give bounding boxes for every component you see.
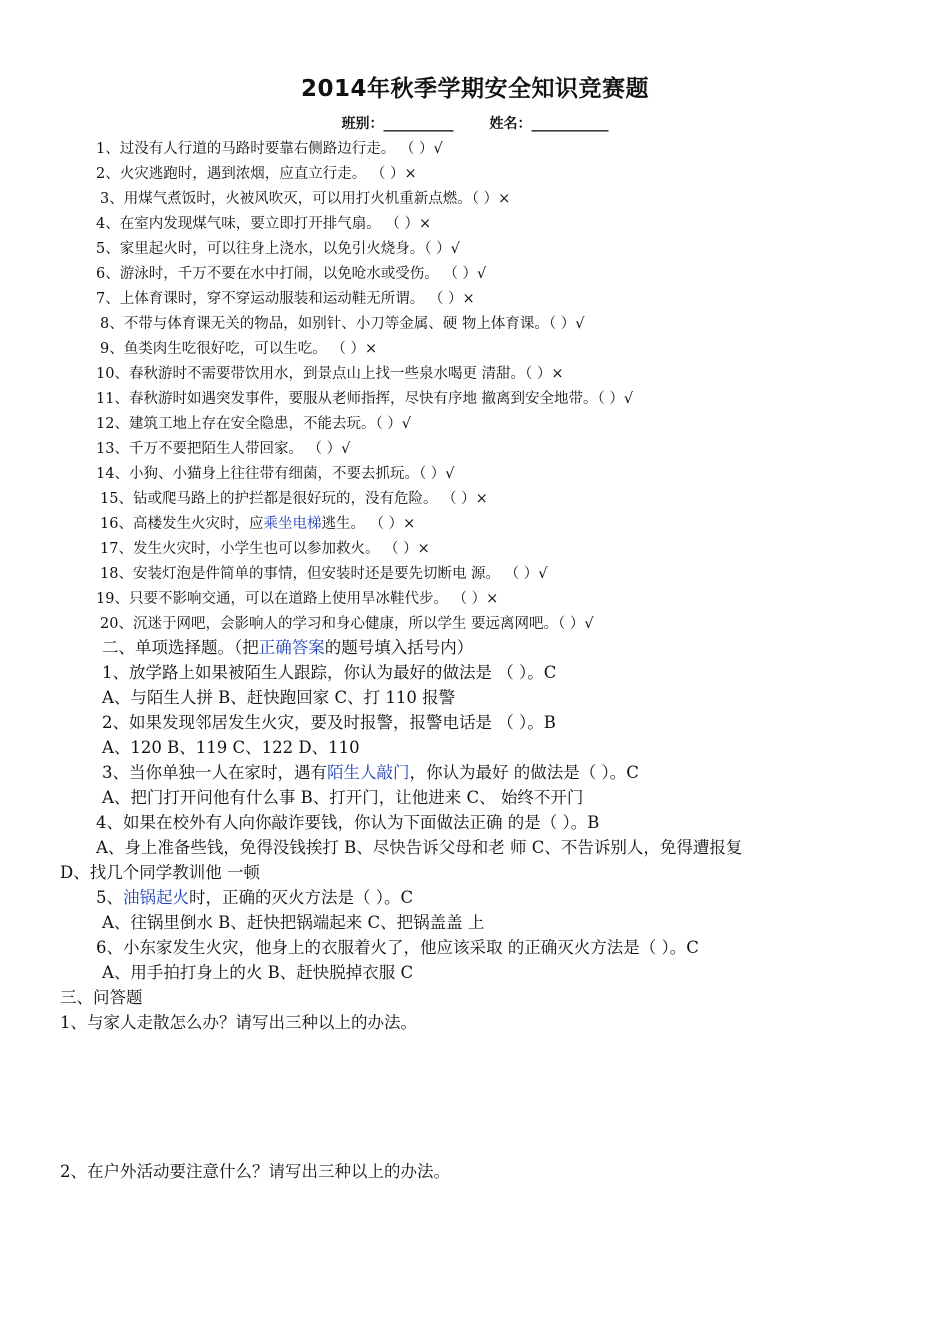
tf-question-13: 13、千万不要把陌生人带回家。 （ ）√: [96, 441, 351, 457]
tf-question-5: 5、家里起火时，可以往身上浇水，以免引火烧身。（ ）√: [96, 241, 460, 257]
mc-question-1: 1、放学路上如果被陌生人跟踪，你认为最好的做法是 （ ）。C: [102, 663, 557, 682]
tf-question-6: 6、游泳时，千万不要在水中打闹，以免呛水或受伤。 （ ）√: [96, 266, 487, 282]
tf-question-2: 2、火灾逃跑时，遇到浓烟，应直立行走。 （ ）×: [96, 166, 417, 182]
mc-options-4-cont: D、找几个同学教训他 一顿: [60, 863, 260, 882]
tf-question-8: 8、不带与体育课无关的物品，如别针、小刀等金属、硬 物上体育课。（ ）√: [100, 316, 585, 332]
mc-question-5-post: 时，正确的灭火方法是（ ）。C: [189, 888, 414, 907]
mc-question-2: 2、如果发现邻居发生火灾，要及时报警，报警电话是 （ ）。B: [102, 713, 556, 732]
mc-question-5: [96, 887, 413, 909]
name-blank: ___________: [531, 116, 609, 132]
section-3-heading: 三、问答题: [60, 988, 143, 1007]
tf-question-16-post: 逃生。 （ ）×: [321, 516, 416, 532]
class-blank: __________: [383, 116, 454, 132]
tf-question-12: 12、建筑工地上存在安全隐患，不能去玩。（ ）√: [96, 416, 412, 432]
mc-question-3-post: ，你认为最好 的做法是（ ）。C: [409, 763, 639, 782]
tf-question-14: 14、小狗、小猫身上往往带有细菌，不要去抓玩。（ ）√: [96, 466, 455, 482]
mc-question-6: 6、小东家发生火灾，他身上的衣服着火了，他应该采取 的正确灭火方法是（ ）。C: [96, 938, 699, 957]
mc-question-4: 4、如果在校外有人向你敲诈要钱，你认为下面做法正确 的是（ ）。B: [96, 813, 600, 832]
tf-question-16: [100, 514, 415, 534]
qa-question-2: 2、在户外活动要注意什么？请写出三种以上的办法。: [60, 1162, 450, 1181]
section-2-post: 的题号填入括号内）: [324, 638, 474, 657]
tf-question-19: 19、只要不影响交通，可以在道路上使用旱冰鞋代步。 （ ）×: [96, 591, 499, 607]
name-label: 姓名：: [489, 116, 532, 132]
mc-question-5-pre: 5、: [96, 888, 123, 907]
tf-question-16-link[interactable]: 乘坐电梯: [263, 516, 322, 532]
mc-options-3: A、把门打开问他有什么事 B、打开门，让他进来 C、 始终不开门: [102, 788, 584, 807]
qa-question-1: 1、与家人走散怎么办？请写出三种以上的办法。: [60, 1013, 417, 1032]
tf-question-17: 17、发生火灾时，小学生也可以参加救火。 （ ）×: [100, 541, 430, 557]
tf-question-15: 15、钻或爬马路上的护拦都是很好玩的，没有危险。 （ ）×: [100, 491, 488, 507]
section-2-link[interactable]: 正确答案: [258, 638, 325, 657]
mc-options-6: A、用手拍打身上的火 B、赶快脱掉衣服 C: [102, 963, 414, 982]
tf-question-3: 3、用煤气煮饭时，火被风吹灭，可以用打火机重新点燃。（ ）×: [100, 191, 511, 207]
tf-question-18: 18、安装灯泡是件简单的事情，但安装时还是要先切断电 源。 （ ）√: [100, 566, 548, 582]
mc-question-5-link[interactable]: 油锅起火: [123, 888, 189, 907]
mc-options-5: A、往锅里倒水 B、赶快把锅端起来 C、把锅盖盖 上: [102, 913, 485, 932]
page-title: 2014年秋季学期安全知识竞赛题: [300, 76, 649, 102]
section-2-pre: 二、单项选择题。（把: [102, 638, 259, 657]
tf-question-11: 11、春秋游时如遇突发事件，要服从老师指挥，尽快有序地 撤离到安全地带。（ ）√: [96, 391, 634, 407]
class-label: 班别：: [341, 116, 384, 132]
tf-question-4: 4、在室内发现煤气味，要立即打开排气扇。 （ ）×: [96, 216, 432, 232]
mc-question-3: [102, 762, 639, 784]
mc-options-2: A、120 B、119 C、122 D、110: [102, 738, 360, 757]
tf-question-1: 1、过没有人行道的马路时要靠右侧路边行走。 （ ）√: [96, 141, 443, 157]
section-2-heading: [102, 637, 473, 659]
tf-question-7: 7、上体育课时，穿不穿运动服装和运动鞋无所谓。 （ ）×: [96, 291, 475, 307]
tf-question-16-pre: 16、高楼发生火灾时，应: [100, 516, 264, 532]
student-info-line: [0, 113, 950, 133]
mc-question-3-pre: 3、当你单独一人在家时，遇有: [102, 763, 327, 782]
tf-question-9: 9、鱼类肉生吃很好吃，可以生吃。 （ ）×: [100, 341, 378, 357]
mc-options-1: A、与陌生人拼 B、赶快跑回家 C、打 110 报警: [102, 688, 456, 707]
mc-options-4: A、身上准备些钱，免得没钱挨打 B、尽快告诉父母和老 师 C、不告诉别人，免得遭报复: [96, 838, 743, 857]
tf-question-10: 10、春秋游时不需要带饮用水，到景点山上找一些泉水喝更 清甜。（ ）×: [96, 366, 564, 382]
tf-question-20: 20、沉迷于网吧，会影响人的学习和身心健康，所以学生 要远离网吧。（ ）√: [100, 616, 594, 632]
mc-question-3-link[interactable]: 陌生人敲门: [327, 763, 410, 782]
